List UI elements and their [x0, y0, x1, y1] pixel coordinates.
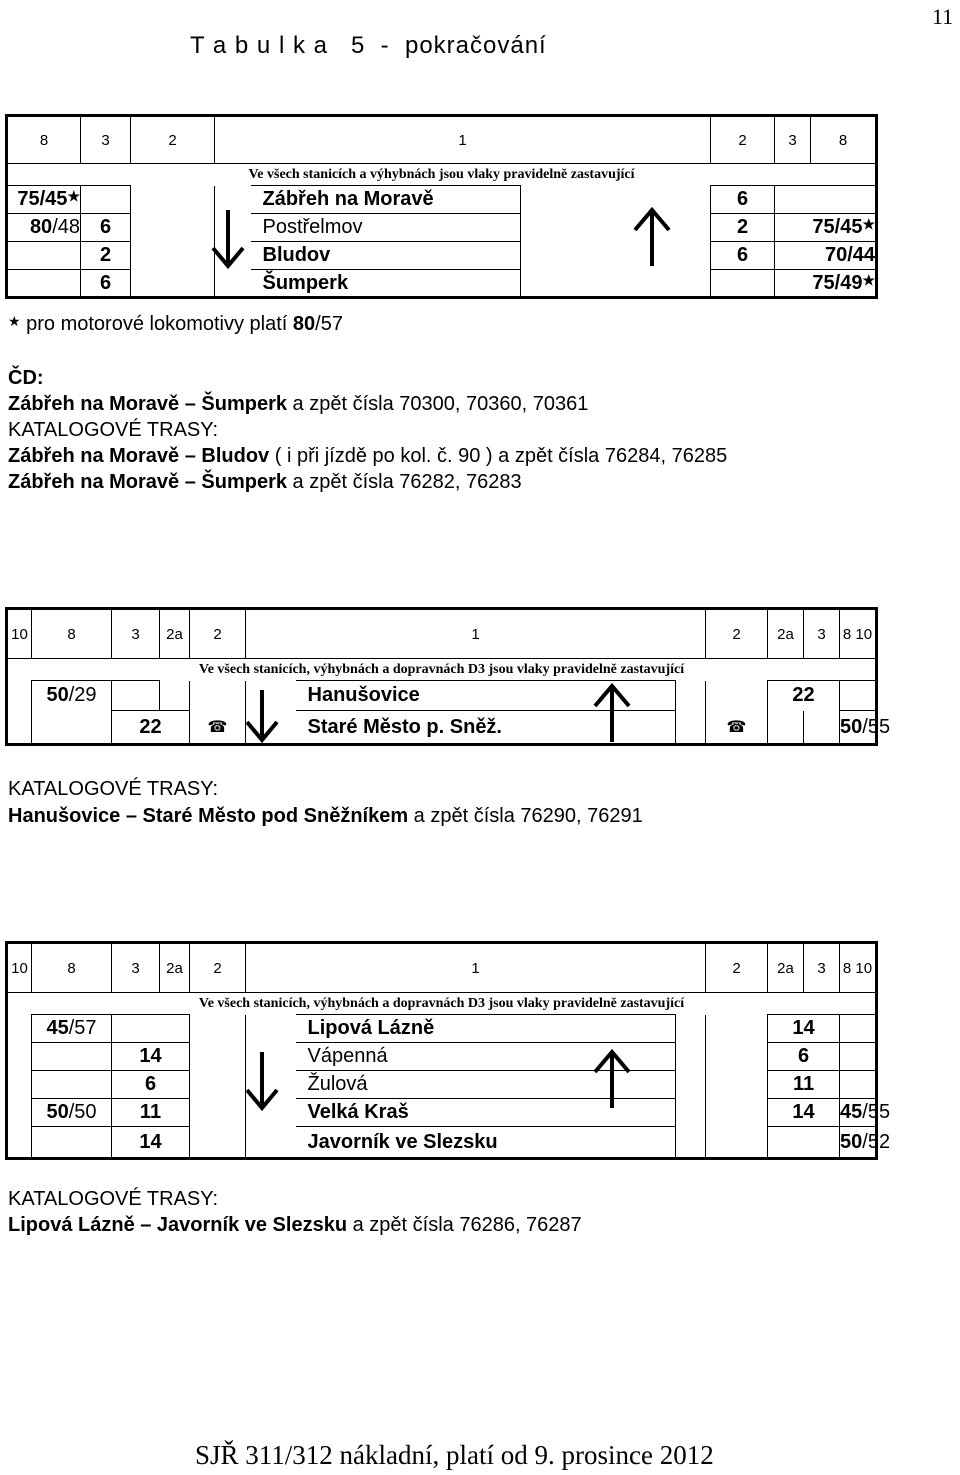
station-name: Javorník ve Slezsku [296, 1127, 676, 1159]
table-row [7, 1099, 877, 1127]
header-cell: 8 [39, 131, 49, 149]
right-weight-cell: 50/52 [840, 1127, 877, 1159]
station-name: Šumperk [251, 270, 521, 298]
header-cell: 3 [804, 609, 840, 659]
left-loco-cell: 14 [112, 1127, 190, 1159]
header-cell: 2a [768, 609, 804, 659]
header-cell: 3 [112, 943, 160, 993]
left-loco-cell [112, 681, 160, 711]
header-cell: 2 [190, 609, 246, 659]
header-cell: 2a [160, 943, 190, 993]
header-cell: 3 [804, 943, 840, 993]
header-cell: 3 [775, 116, 811, 164]
table-row [7, 711, 877, 745]
left-loco-cell: 6 [81, 270, 131, 298]
header-cell: 2 [706, 943, 768, 993]
phone-icon: ☎ [706, 711, 768, 745]
timetable-zabreh-sumperk [5, 114, 878, 299]
right-loco-cell: 6 [711, 186, 775, 214]
table-row [7, 214, 877, 242]
right-loco-cell: 2 [711, 214, 775, 242]
table-row [7, 1071, 877, 1099]
header-cell: 2a [160, 609, 190, 659]
station-name: Zábřeh na Moravě [251, 186, 521, 214]
header-cell: 2a [768, 943, 804, 993]
right-loco-cell: 14 [768, 1015, 840, 1043]
stopping-note: Ve všech stanicích, výhybnách a dopravnách D3 jsou vlaky pravidelně zastavující [7, 993, 877, 1015]
left-weight-cell: 80/48 [7, 214, 81, 242]
katalog-label: KATALOGOVÉ TRASY: [8, 778, 219, 800]
header-cell: 2 [190, 943, 246, 993]
left-loco-cell [81, 186, 131, 214]
right-loco-cell [711, 270, 775, 298]
right-loco-cell: 6 [768, 1043, 840, 1071]
timetable-lipova [5, 941, 891, 1160]
right-loco-cell: 14 [768, 1099, 840, 1127]
katalog-line: Hanušovice – Staré Město pod Sněžníkem a zpět čísla 76290, 76291 [8, 805, 643, 827]
table-header-row [7, 116, 877, 164]
left-weight-cell [32, 1071, 112, 1099]
header-cell: 2 [706, 609, 768, 659]
header-cell: 10 [11, 625, 28, 643]
stopping-note: Ve všech stanicích, výhybnách a dopravnách D3 jsou vlaky pravidelně zastavující [7, 659, 877, 681]
timetable-hanusovice [5, 607, 891, 746]
header-cell: 1 [215, 116, 711, 164]
left-weight-cell [32, 1043, 112, 1071]
right-loco-cell: 11 [768, 1071, 840, 1099]
left-weight-cell: 75/45★ [7, 186, 81, 214]
station-name: Postřelmov [251, 214, 521, 242]
left-loco-cell: 6 [112, 1071, 190, 1099]
left-loco-cell: 2 [81, 242, 131, 270]
header-cell: 2 [711, 116, 775, 164]
right-weight-cell [775, 186, 877, 214]
cd-line: Zábřeh na Moravě – Šumperk a zpět čísla 70300, 70360, 70361 [8, 393, 589, 415]
header-cell: 1 [246, 943, 706, 993]
station-name: Velká Kraš [296, 1099, 676, 1127]
station-name: Vápenná [296, 1043, 676, 1071]
phone-icon: ☎ [190, 711, 246, 745]
left-weight-cell [32, 1127, 112, 1159]
right-weight-cell: 50/55 [840, 711, 877, 745]
katalog-line: Zábřeh na Moravě – Šumperk a zpět čísla 76282, 76283 [8, 471, 522, 493]
header-cell: 3 [81, 116, 131, 164]
down-arrow-icon [244, 688, 280, 744]
header-cell: 2 [131, 116, 215, 164]
header-cell: 3 [112, 609, 160, 659]
left-weight-cell: 45/57 [32, 1015, 112, 1043]
page-title: T a b u l k a 5 - pokračování [190, 32, 547, 59]
station-name: Staré Město p. Sněž. [296, 711, 676, 745]
header-cell: 8 [32, 943, 112, 993]
left-weight-cell: 50/50 [32, 1099, 112, 1127]
right-loco-cell: 6 [711, 242, 775, 270]
stopping-note: Ve všech stanicích a výhybnách jsou vlaky pravidelně zastavující [7, 164, 877, 186]
table-row [7, 186, 877, 214]
header-cell: 1 [246, 609, 706, 659]
station-name: Bludov [251, 242, 521, 270]
left-weight-cell [7, 270, 81, 298]
right-weight-cell: 75/49★ [775, 270, 877, 298]
table-header-row [7, 943, 877, 993]
left-weight-cell: 50/29 [32, 681, 112, 711]
right-weight-cell: 75/45★ [775, 214, 877, 242]
left-loco-cell: 14 [112, 1043, 190, 1071]
table-row [7, 1127, 877, 1159]
station-name: Hanušovice [296, 681, 676, 711]
cd-label: ČD: [8, 367, 44, 389]
right-weight-cell: 70/44 [775, 242, 877, 270]
header-cell: 8 10 [840, 943, 877, 993]
table-row [7, 242, 877, 270]
left-loco-cell [112, 1015, 190, 1043]
down-arrow-icon [210, 208, 246, 270]
down-arrow-icon [244, 1050, 280, 1112]
left-loco-cell: 11 [112, 1099, 190, 1127]
table-row [7, 681, 877, 711]
station-name: Žulová [296, 1071, 676, 1099]
right-loco-cell: 22 [768, 681, 840, 711]
table-row [7, 1015, 877, 1043]
left-loco-cell: 6 [81, 214, 131, 242]
katalog-line: Zábřeh na Moravě – Bludov ( i při jízdě po kol. č. 90 ) a zpět čísla 76284, 76285 [8, 445, 728, 467]
right-weight-cell: 45/55 [840, 1099, 877, 1127]
left-weight-cell [7, 242, 81, 270]
page-number: 11 [932, 4, 954, 29]
up-arrow-icon [632, 206, 672, 268]
footer: SJŘ 311/312 nákladní, platí od 9. prosince 2012 [195, 1440, 714, 1470]
up-arrow-icon [592, 1048, 632, 1110]
header-cell: 8 [32, 609, 112, 659]
header-cell: 10 [11, 959, 28, 977]
footnote: ★ pro motorové lokomotivy platí 80/57 [8, 313, 343, 335]
katalog-label: KATALOGOVÉ TRASY: [8, 419, 219, 441]
table-row [7, 1043, 877, 1071]
table-header-row [7, 609, 877, 659]
station-name: Lipová Lázně [296, 1015, 676, 1043]
header-cell: 8 10 [840, 609, 877, 659]
table-row [7, 270, 877, 298]
header-cell: 8 [811, 116, 877, 164]
left-loco-cell: 22 [112, 711, 190, 745]
up-arrow-icon [592, 682, 632, 744]
katalog-label: KATALOGOVÉ TRASY: [8, 1188, 219, 1210]
katalog-line: Lipová Lázně – Javorník ve Slezsku a zpět čísla 76286, 76287 [8, 1214, 582, 1236]
